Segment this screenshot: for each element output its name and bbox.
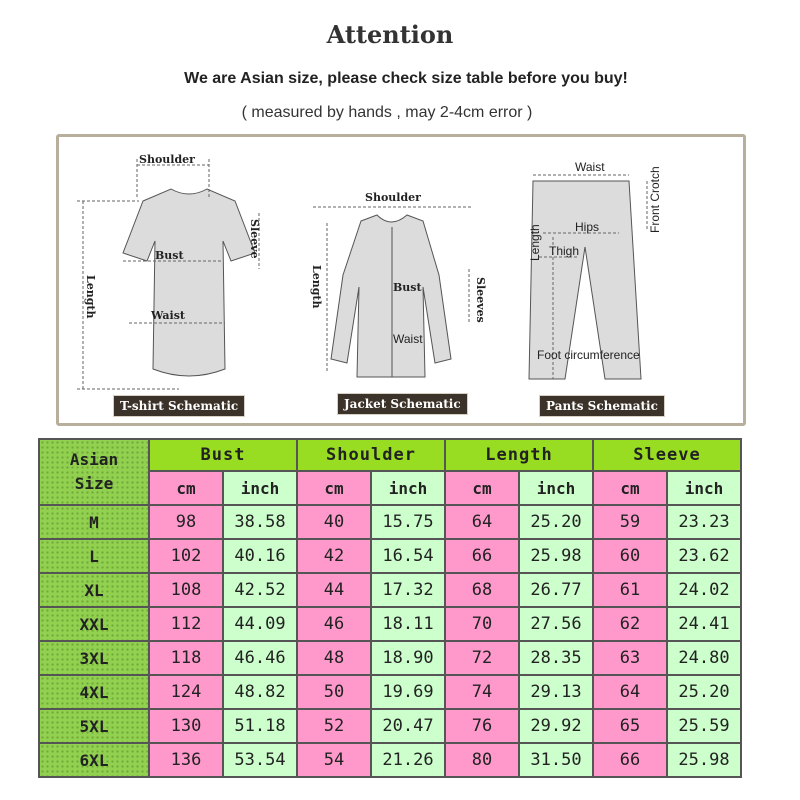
shoulder-cm: 42 — [297, 539, 371, 573]
pants-caption: Pants Schematic — [539, 395, 665, 417]
table-row — [39, 709, 741, 743]
shoulder-cm: 50 — [297, 675, 371, 709]
sleeve-cm: 60 — [593, 539, 667, 573]
length-header: Length — [445, 439, 593, 471]
table-row — [39, 539, 741, 573]
length-inch: 27.56 — [519, 607, 593, 641]
size-label: L — [39, 539, 149, 573]
sleeve-inch: 24.02 — [667, 573, 741, 607]
table-row — [39, 573, 741, 607]
size-label: 4XL — [39, 675, 149, 709]
schematic-drawings — [59, 137, 743, 423]
bust-inch: 38.58 — [223, 505, 297, 539]
bust-inch: 44.09 — [223, 607, 297, 641]
table-row — [39, 505, 741, 539]
jacket-bust-label: Bust — [393, 281, 422, 294]
length-inch: 31.50 — [519, 743, 593, 777]
bust-cm: 136 — [149, 743, 223, 777]
length-cm: 68 — [445, 573, 519, 607]
shoulder-cm: 52 — [297, 709, 371, 743]
pants-thigh-label: Thigh — [549, 244, 580, 258]
bust-inch: 46.46 — [223, 641, 297, 675]
bust-cm: 98 — [149, 505, 223, 539]
sleeve-cm: 64 — [593, 675, 667, 709]
sleeve-inch: 25.20 — [667, 675, 741, 709]
sleeve-header: Sleeve — [593, 439, 741, 471]
length-inch: 29.92 — [519, 709, 593, 743]
sleeve-inch: 24.80 — [667, 641, 741, 675]
measurement-note: ( measured by hands , may 2-4cm error ) — [241, 104, 533, 121]
shoulder-inch: 18.90 — [371, 641, 445, 675]
length-inch: 25.98 — [519, 539, 593, 573]
size-label: XXL — [39, 607, 149, 641]
shoulder-inch: 17.32 — [371, 573, 445, 607]
shoulder-inch: 21.26 — [371, 743, 445, 777]
sleeve-cm: 59 — [593, 505, 667, 539]
sleeve-cm: 63 — [593, 641, 667, 675]
jacket-sleeves-label: Sleeves — [474, 277, 487, 323]
size-label: M — [39, 505, 149, 539]
pants-front-crotch-label: Front Crotch — [648, 166, 662, 233]
bust-inch: 42.52 — [223, 573, 297, 607]
length-cm: 70 — [445, 607, 519, 641]
bust-header: Bust — [149, 439, 297, 471]
unit-cm-header: cm — [149, 471, 223, 505]
sleeve-cm: 61 — [593, 573, 667, 607]
page-title: Attention — [326, 20, 454, 49]
shoulder-cm: 46 — [297, 607, 371, 641]
bust-inch: 51.18 — [223, 709, 297, 743]
tshirt-bust-label: Bust — [155, 249, 184, 262]
shoulder-inch: 20.47 — [371, 709, 445, 743]
shoulder-cm: 54 — [297, 743, 371, 777]
shoulder-inch: 18.11 — [371, 607, 445, 641]
shoulder-inch: 15.75 — [371, 505, 445, 539]
unit-cm-header: cm — [297, 471, 371, 505]
sleeve-inch: 24.41 — [667, 607, 741, 641]
sleeve-inch: 25.98 — [667, 743, 741, 777]
tshirt-length-label: Length — [84, 275, 97, 319]
length-inch: 28.35 — [519, 641, 593, 675]
length-cm: 74 — [445, 675, 519, 709]
length-cm: 72 — [445, 641, 519, 675]
bust-cm: 108 — [149, 573, 223, 607]
asian-size-header — [39, 439, 149, 505]
length-cm: 64 — [445, 505, 519, 539]
pants-length-label: Length — [528, 224, 542, 261]
table-row — [39, 607, 741, 641]
unit-cm-header: cm — [445, 471, 519, 505]
schematic-panel — [56, 134, 746, 426]
shoulder-inch: 19.69 — [371, 675, 445, 709]
tshirt-drawing — [123, 189, 255, 376]
sleeve-cm: 62 — [593, 607, 667, 641]
size-label: 5XL — [39, 709, 149, 743]
unit-inch-header: inch — [223, 471, 297, 505]
pants-hips-label: Hips — [575, 220, 600, 234]
shoulder-cm: 40 — [297, 505, 371, 539]
bust-cm: 124 — [149, 675, 223, 709]
length-inch: 26.77 — [519, 573, 593, 607]
unit-inch-header: inch — [519, 471, 593, 505]
shoulder-cm: 44 — [297, 573, 371, 607]
length-cm: 80 — [445, 743, 519, 777]
sleeve-cm: 65 — [593, 709, 667, 743]
sleeve-cm: 66 — [593, 743, 667, 777]
table-row — [39, 641, 741, 675]
asian-size-line2: Size — [74, 474, 114, 493]
bust-cm: 102 — [149, 539, 223, 573]
unit-inch-header: inch — [667, 471, 741, 505]
tshirt-sleeve-label: Sleeve — [248, 219, 261, 259]
length-inch: 25.20 — [519, 505, 593, 539]
jacket-shoulder-label: Shoulder — [365, 191, 421, 204]
bust-inch: 48.82 — [223, 675, 297, 709]
bust-cm: 130 — [149, 709, 223, 743]
tshirt-shoulder-label: Shoulder — [139, 153, 195, 166]
unit-cm-header: cm — [593, 471, 667, 505]
jacket-caption: Jacket Schematic — [337, 393, 468, 415]
size-label: 3XL — [39, 641, 149, 675]
jacket-waist-label: Waist — [393, 332, 423, 346]
shoulder-cm: 48 — [297, 641, 371, 675]
jacket-drawing — [331, 215, 451, 377]
bust-inch: 40.16 — [223, 539, 297, 573]
table-row — [39, 743, 741, 777]
pants-foot-label: Foot circumference — [537, 348, 640, 362]
pants-waist-label: Waist — [575, 160, 605, 174]
sleeve-inch: 23.23 — [667, 505, 741, 539]
bust-cm: 112 — [149, 607, 223, 641]
bust-cm: 118 — [149, 641, 223, 675]
jacket-length-label: Length — [310, 265, 323, 309]
size-label: 6XL — [39, 743, 149, 777]
shoulder-header: Shoulder — [297, 439, 445, 471]
tshirt-schematic — [123, 189, 255, 376]
tshirt-waist-label: Waist — [151, 309, 185, 322]
size-warning: We are Asian size, please check size table before you buy! — [184, 70, 628, 87]
length-cm: 76 — [445, 709, 519, 743]
shoulder-inch: 16.54 — [371, 539, 445, 573]
length-cm: 66 — [445, 539, 519, 573]
asian-size-line1: Asian — [69, 450, 119, 469]
bust-inch: 53.54 — [223, 743, 297, 777]
size-table — [38, 438, 742, 778]
length-inch: 29.13 — [519, 675, 593, 709]
tshirt-caption: T-shirt Schematic — [113, 395, 245, 417]
size-label: XL — [39, 573, 149, 607]
jacket-schematic — [331, 215, 451, 377]
table-row — [39, 675, 741, 709]
sleeve-inch: 25.59 — [667, 709, 741, 743]
unit-inch-header: inch — [371, 471, 445, 505]
sleeve-inch: 23.62 — [667, 539, 741, 573]
